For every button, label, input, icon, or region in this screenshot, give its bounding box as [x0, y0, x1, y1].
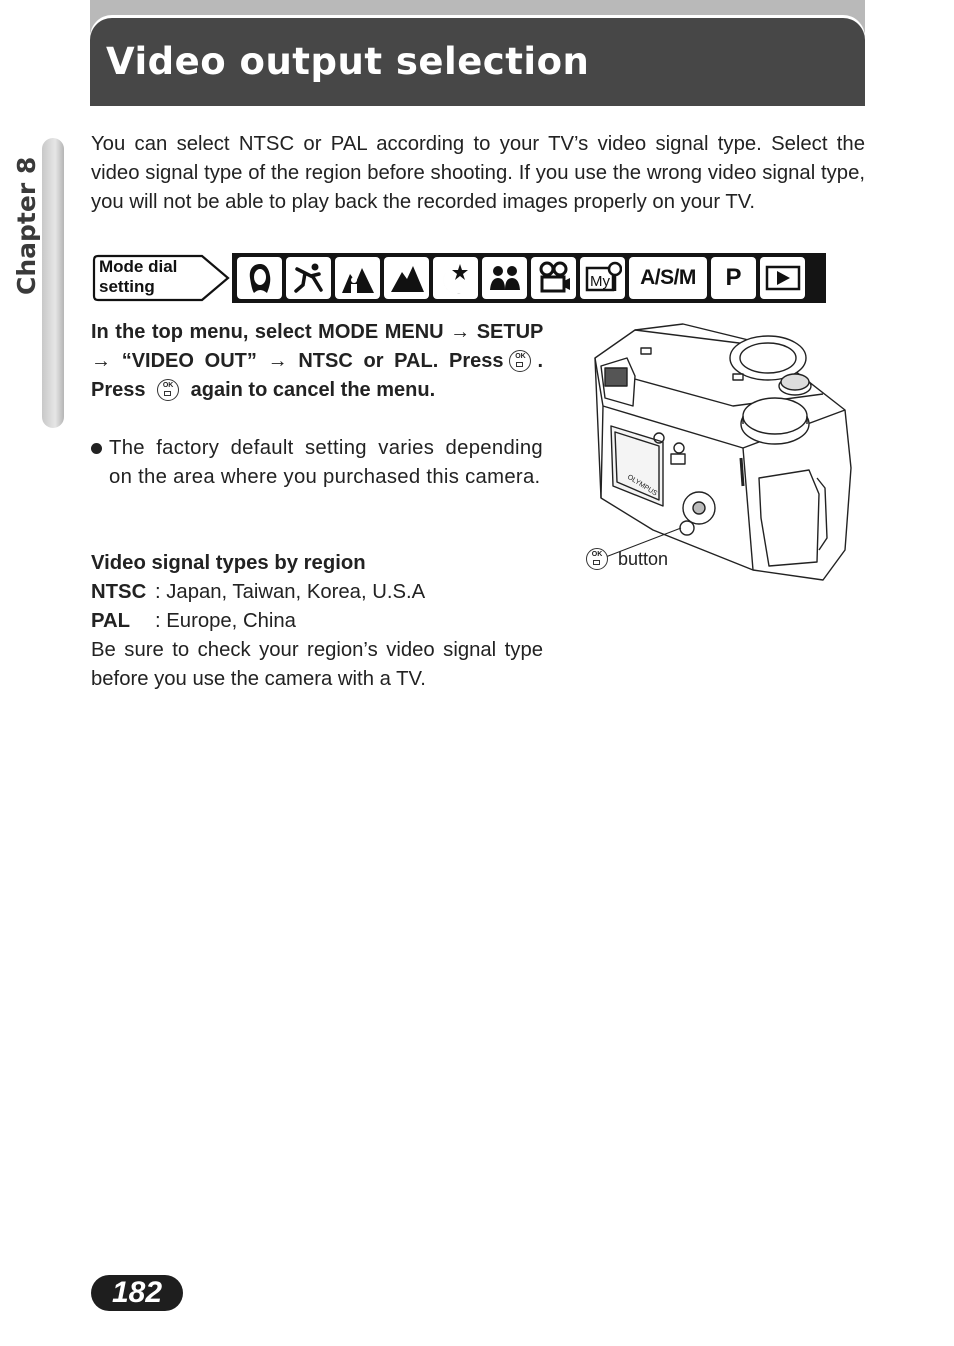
instruction-part3: “VIDEO OUT” — [121, 350, 257, 372]
instruction-part7: again to cancel the menu. — [190, 379, 436, 401]
chapter-label: Chapter 8 — [12, 156, 41, 295]
playback-icon — [760, 257, 805, 299]
self-portrait-icon — [482, 257, 527, 299]
ok-button-callout — [586, 546, 668, 572]
ok-button-icon — [586, 548, 608, 570]
night-scene-icon — [433, 257, 478, 299]
mode-dial-label — [92, 254, 230, 302]
note-paragraph: Be sure to check your region’s video signal type before you use the camera with a TV. — [91, 639, 543, 690]
sports-icon — [286, 257, 331, 299]
menu-arrow: → — [450, 321, 471, 343]
region-key: NTSC — [91, 581, 147, 603]
title-bar — [90, 18, 865, 106]
ok-button-label: OK — [515, 353, 526, 360]
instruction-part4: NTSC or PAL. — [298, 350, 439, 372]
instruction-part6: . Press — [91, 350, 544, 401]
intro-paragraph: You can select NTSC or PAL according to your TV’s video signal type. Select the video signal type of the region before shooting. If you use the wrong video signal type, you will not be able to play back the recorded images properly on your TV. — [91, 133, 865, 213]
landscape-icon — [384, 257, 429, 299]
ok-button-label: OK — [591, 551, 603, 558]
program-mode-label: P — [711, 257, 756, 299]
region-heading: Video signal types by region — [91, 552, 366, 574]
menu-arrow: → — [267, 350, 288, 372]
brand-mark: OLYMPUS — [625, 473, 659, 498]
asm-mode-label: A/S/M — [629, 257, 707, 299]
ok-button-label: OK — [162, 382, 174, 389]
menu-arrow: → — [91, 350, 111, 372]
instruction-text — [91, 318, 543, 405]
ok-button-icon — [509, 350, 531, 372]
mode-dial-icon-strip — [232, 253, 826, 303]
region-value: : Europe, China — [155, 610, 296, 632]
mode-dial-label-line1: Mode dial — [99, 257, 178, 276]
portrait-icon — [237, 257, 282, 299]
region-row-ntsc — [91, 578, 425, 607]
instruction-part5: Press — [448, 350, 504, 372]
bullet-dot-icon — [91, 443, 102, 454]
page-number-badge — [91, 1275, 183, 1311]
ok-button-icon — [157, 379, 179, 401]
page-number: 182 — [111, 1276, 163, 1309]
movie-icon — [531, 257, 576, 299]
my-mode-icon — [580, 257, 625, 299]
chapter-tab — [42, 138, 64, 428]
page-title: Video output selection — [106, 40, 590, 83]
bullet-item — [91, 434, 543, 492]
landscape-portrait-icon — [335, 257, 380, 299]
bullet-text: The factory default setting varies depending on the area where you purchased this camera. — [109, 437, 543, 488]
region-key: PAL — [91, 610, 131, 632]
callout-label: button — [618, 548, 669, 569]
instruction-part2: SETUP — [476, 321, 544, 343]
region-value: : Japan, Taiwan, Korea, U.S.A — [155, 581, 426, 603]
region-row-pal — [91, 607, 296, 636]
instruction-part1: In the top menu, select MODE MENU — [91, 321, 444, 343]
svg-text:My: My — [589, 273, 610, 290]
mode-dial-label-line2: setting — [99, 277, 155, 296]
